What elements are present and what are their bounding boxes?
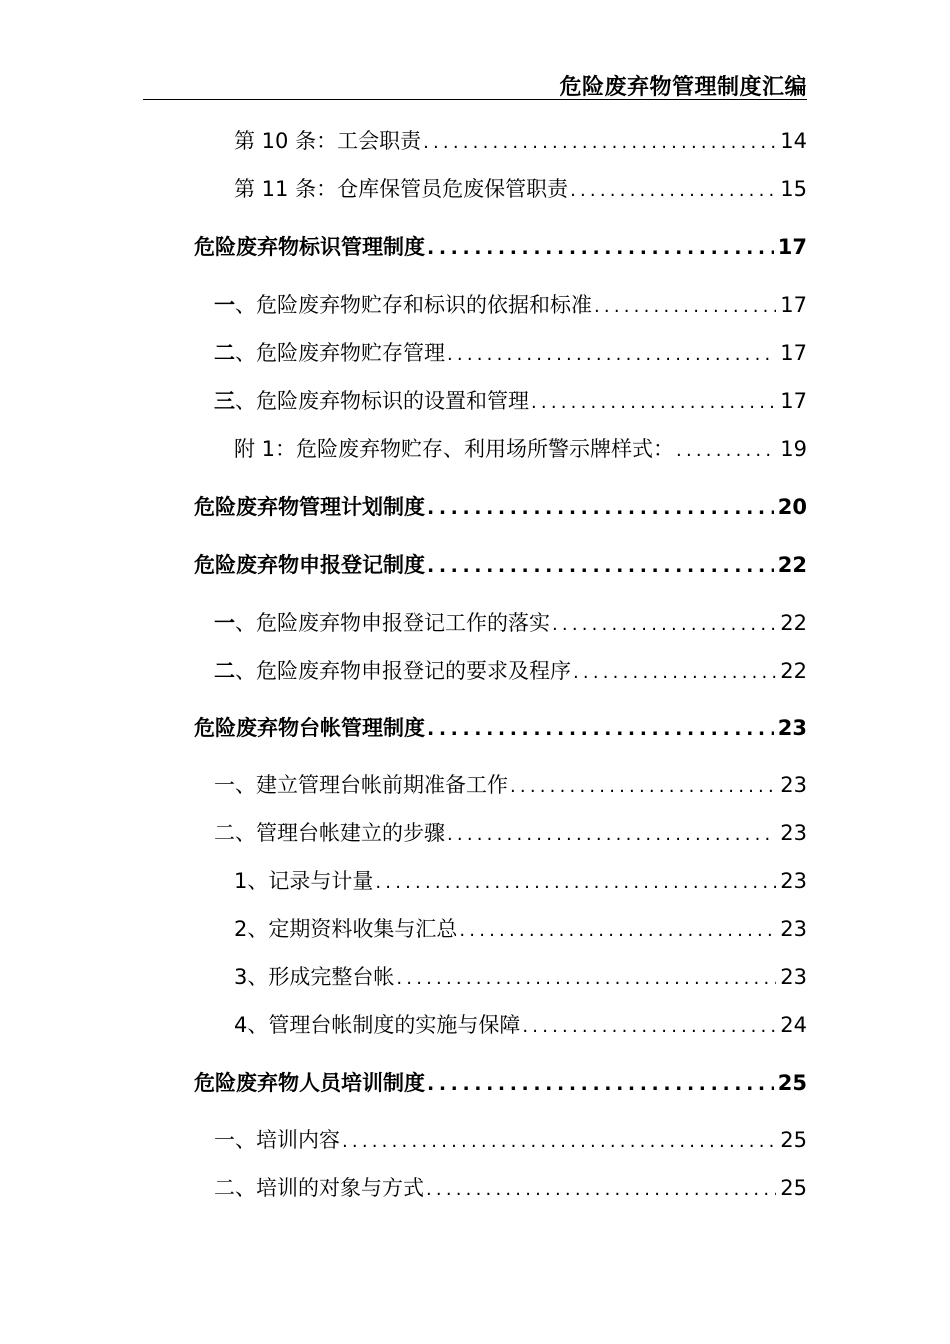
toc-section-entry[interactable] [194,493,807,521]
toc-entry-number: 一 [214,293,235,317]
toc-entry-page: 17 [780,389,807,413]
toc-leader-dots [447,821,776,849]
toc-entry-page: 15 [780,177,807,201]
toc-leader-dots [396,965,776,993]
toc-entry[interactable] [214,1126,807,1154]
toc-entry-number: 二 [214,341,235,365]
toc-section-entry[interactable] [194,714,807,742]
toc-entry-label [214,291,592,319]
toc-leader-dots [531,389,776,417]
toc-section-entry[interactable] [194,551,807,579]
toc-entry[interactable] [234,915,807,943]
toc-entry[interactable] [214,657,807,685]
toc-leader-dots [459,917,776,945]
toc-leader-dots [510,773,776,801]
toc-entry-label: 危险废弃物申报登记制度 [194,553,425,577]
toc-section-entry[interactable] [194,233,807,261]
toc-entry-label [214,387,529,415]
toc-entry-label [214,609,550,637]
toc-leader-dots [522,1013,776,1041]
toc-entry-label: 危险废弃物台帐管理制度 [194,716,425,740]
toc-entry[interactable] [234,1011,807,1039]
toc-entry-page: 20 [777,495,807,519]
toc-leader-dots [427,494,774,522]
toc-entry-page: 23 [777,716,807,740]
toc-entry-label: 一、培训内容 [214,1128,340,1152]
toc-entry-page: 19 [780,437,807,461]
toc-entry-label: 3、形成完整台帐 [234,965,395,989]
toc-section-entry[interactable] [194,1069,807,1097]
toc-entry-label: 2、定期资料收集与汇总 [234,917,458,941]
toc-entry[interactable] [214,819,807,847]
toc-entry[interactable] [214,339,807,367]
document-title: 危险废弃物管理制度汇编 [559,75,807,100]
toc-leader-dots [676,437,776,465]
toc-entry-label: 危险废弃物标识管理制度 [194,235,425,259]
toc-entry-label [214,657,571,685]
toc-entry-label: 二、管理台帐建立的步骤 [214,821,445,845]
toc-leader-dots [427,234,774,262]
toc-entry-text: 、危险废弃物申报登记工作的落实 [235,611,550,635]
toc-entry-page: 23 [780,917,807,941]
toc-leader-dots [342,1128,776,1156]
toc-leader-dots [426,1176,776,1204]
toc-entry-page: 22 [780,659,807,683]
toc-leader-dots [594,293,776,321]
toc-entry-page: 25 [780,1128,807,1152]
toc-entry-page: 23 [780,773,807,797]
toc-entry-page: 23 [780,821,807,845]
toc-entry-text: 、危险废弃物申报登记的要求及程序 [235,659,571,683]
toc-leader-dots [427,1070,774,1098]
toc-entry-page: 22 [780,611,807,635]
toc-entry-number: 一 [214,611,235,635]
toc-entry-page: 17 [780,341,807,365]
toc-entry-label: 第 11 条：仓库保管员危废保管职责 [234,177,569,201]
toc-entry[interactable] [234,127,807,155]
toc-entry[interactable] [214,291,807,319]
toc-leader-dots [552,611,776,639]
toc-entry-label: 1、记录与计量 [234,869,374,893]
toc-leader-dots [573,659,776,687]
toc-entry-page: 22 [777,553,807,577]
toc-entry-label: 附 1：危险废弃物贮存、利用场所警示牌样式： [234,437,675,461]
toc-entry-page: 23 [780,965,807,989]
toc-entry[interactable] [214,771,807,799]
toc-leader-dots [375,869,776,897]
toc-entry[interactable] [234,435,807,463]
toc-entry-page: 17 [780,293,807,317]
toc-entry[interactable] [214,387,807,415]
toc-entry-page: 25 [777,1071,807,1095]
toc-entry-page: 24 [780,1013,807,1037]
toc-leader-dots [427,552,774,580]
toc-entry-page: 17 [777,235,807,259]
toc-leader-dots [427,715,774,743]
toc-leader-dots [423,129,776,157]
toc-leader-dots [570,177,776,205]
toc-entry-label: 4、管理台帐制度的实施与保障 [234,1013,521,1037]
toc-entry-number: 二 [214,659,235,683]
toc-leader-dots [447,341,776,369]
toc-entry-number: 三 [214,389,235,413]
toc-entry-label: 第 10 条：工会职责 [234,129,422,153]
toc-entry-label: 危险废弃物管理计划制度 [194,495,425,519]
toc-entry-page: 25 [780,1176,807,1200]
toc-entry[interactable] [234,175,807,203]
toc-entry[interactable] [234,867,807,895]
toc-entry-label: 危险废弃物人员培训制度 [194,1071,425,1095]
toc-entry[interactable] [214,1174,807,1202]
toc-entry-label: 二、培训的对象与方式 [214,1176,424,1200]
toc-entry-label [214,339,445,367]
toc-entry[interactable] [234,963,807,991]
toc-entry-text: 、危险废弃物贮存和标识的依据和标准 [235,293,592,317]
toc-entry[interactable] [214,609,807,637]
toc-entry-page: 14 [780,129,807,153]
toc-entry-page: 23 [780,869,807,893]
toc-entry-label: 一、建立管理台帐前期准备工作 [214,773,508,797]
toc-entry-text: 、危险废弃物贮存管理 [235,341,445,365]
toc-entry-text: 、危险废弃物标识的设置和管理 [235,389,529,413]
